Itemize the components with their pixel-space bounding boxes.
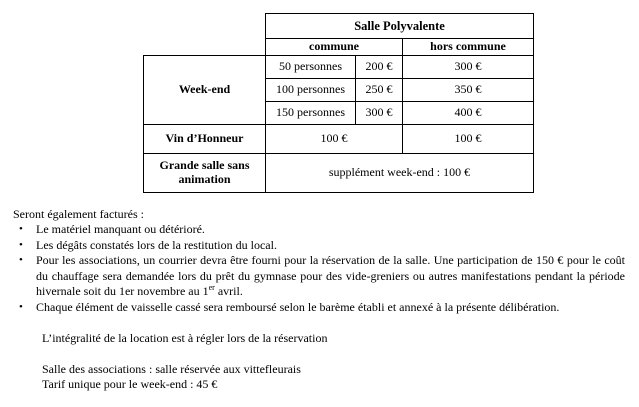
list-item-text: avril. [214, 284, 243, 299]
tarif-note: Tarif unique pour le week-end : 45 € [42, 377, 218, 392]
price-commune-cell: 300 € [356, 101, 403, 124]
column-header-commune: commune [266, 39, 403, 56]
list-item [13, 300, 625, 316]
list-item [13, 238, 625, 254]
supplement-cell: supplément week-end : 100 € [266, 153, 534, 192]
table-title-cell: Salle Polyvalente [266, 14, 534, 39]
list-item-text: Les dégâts constatés lors de la restitution du local. [36, 237, 277, 252]
table-row [144, 153, 534, 192]
row-label-vin-honneur: Vin d’Honneur [144, 124, 266, 153]
intro-line: Seront également facturés : [13, 206, 144, 221]
ordinal-superscript: er [208, 283, 215, 293]
column-header-hors-commune: hors commune [403, 39, 534, 56]
capacity-cell: 150 personnes [266, 101, 356, 124]
price-hors-commune-cell: 100 € [403, 124, 534, 153]
capacity-cell: 50 personnes [266, 55, 356, 78]
list-item-text: Chaque élément de vaisselle cassé sera remboursé selon le barème établi et annexé à la présente délibération. [36, 299, 560, 314]
footer-notes [42, 362, 625, 393]
capacity-cell: 100 personnes [266, 78, 356, 101]
bullet-icon: • [19, 223, 23, 236]
table-row [144, 14, 534, 39]
empty-corner-cell [144, 14, 266, 39]
payment-note: L’intégralité de la location est à régler lors de la réservation [42, 330, 328, 345]
empty-corner-cell [144, 39, 266, 56]
table-row [144, 55, 534, 78]
list-item-text: Pour les associations, un courrier devra être fourni pour la réservation de la salle. Une participation de 150 € pour le coût du chauffage sera demandée lors du prêt du gymnase pour des vide-greniers ou autres manifestations pendant la période hivernale soit du 1er novembre au 1 [36, 253, 625, 299]
row-label-weekend: Week-end [144, 55, 266, 124]
list-item [13, 222, 625, 238]
price-commune-cell: 250 € [356, 78, 403, 101]
pricing-table [143, 13, 534, 193]
table-row [144, 39, 534, 56]
table-row [144, 124, 534, 153]
list-item-text: Le matériel manquant ou détérioré. [36, 222, 205, 237]
bullet-icon: • [19, 300, 23, 313]
associations-note: Salle des associations : salle réservée aux vittefleurais [42, 361, 301, 376]
bullet-icon: • [19, 238, 23, 251]
price-hors-commune-cell: 350 € [403, 78, 534, 101]
billing-conditions [13, 207, 625, 393]
price-commune-cell: 100 € [266, 124, 403, 153]
price-hors-commune-cell: 300 € [403, 55, 534, 78]
price-hors-commune-cell: 400 € [403, 101, 534, 124]
price-commune-cell: 200 € [356, 55, 403, 78]
bullet-icon: • [19, 254, 23, 267]
list-item [13, 253, 625, 300]
row-label-grande-salle: Grande salle sans animation [144, 153, 266, 192]
